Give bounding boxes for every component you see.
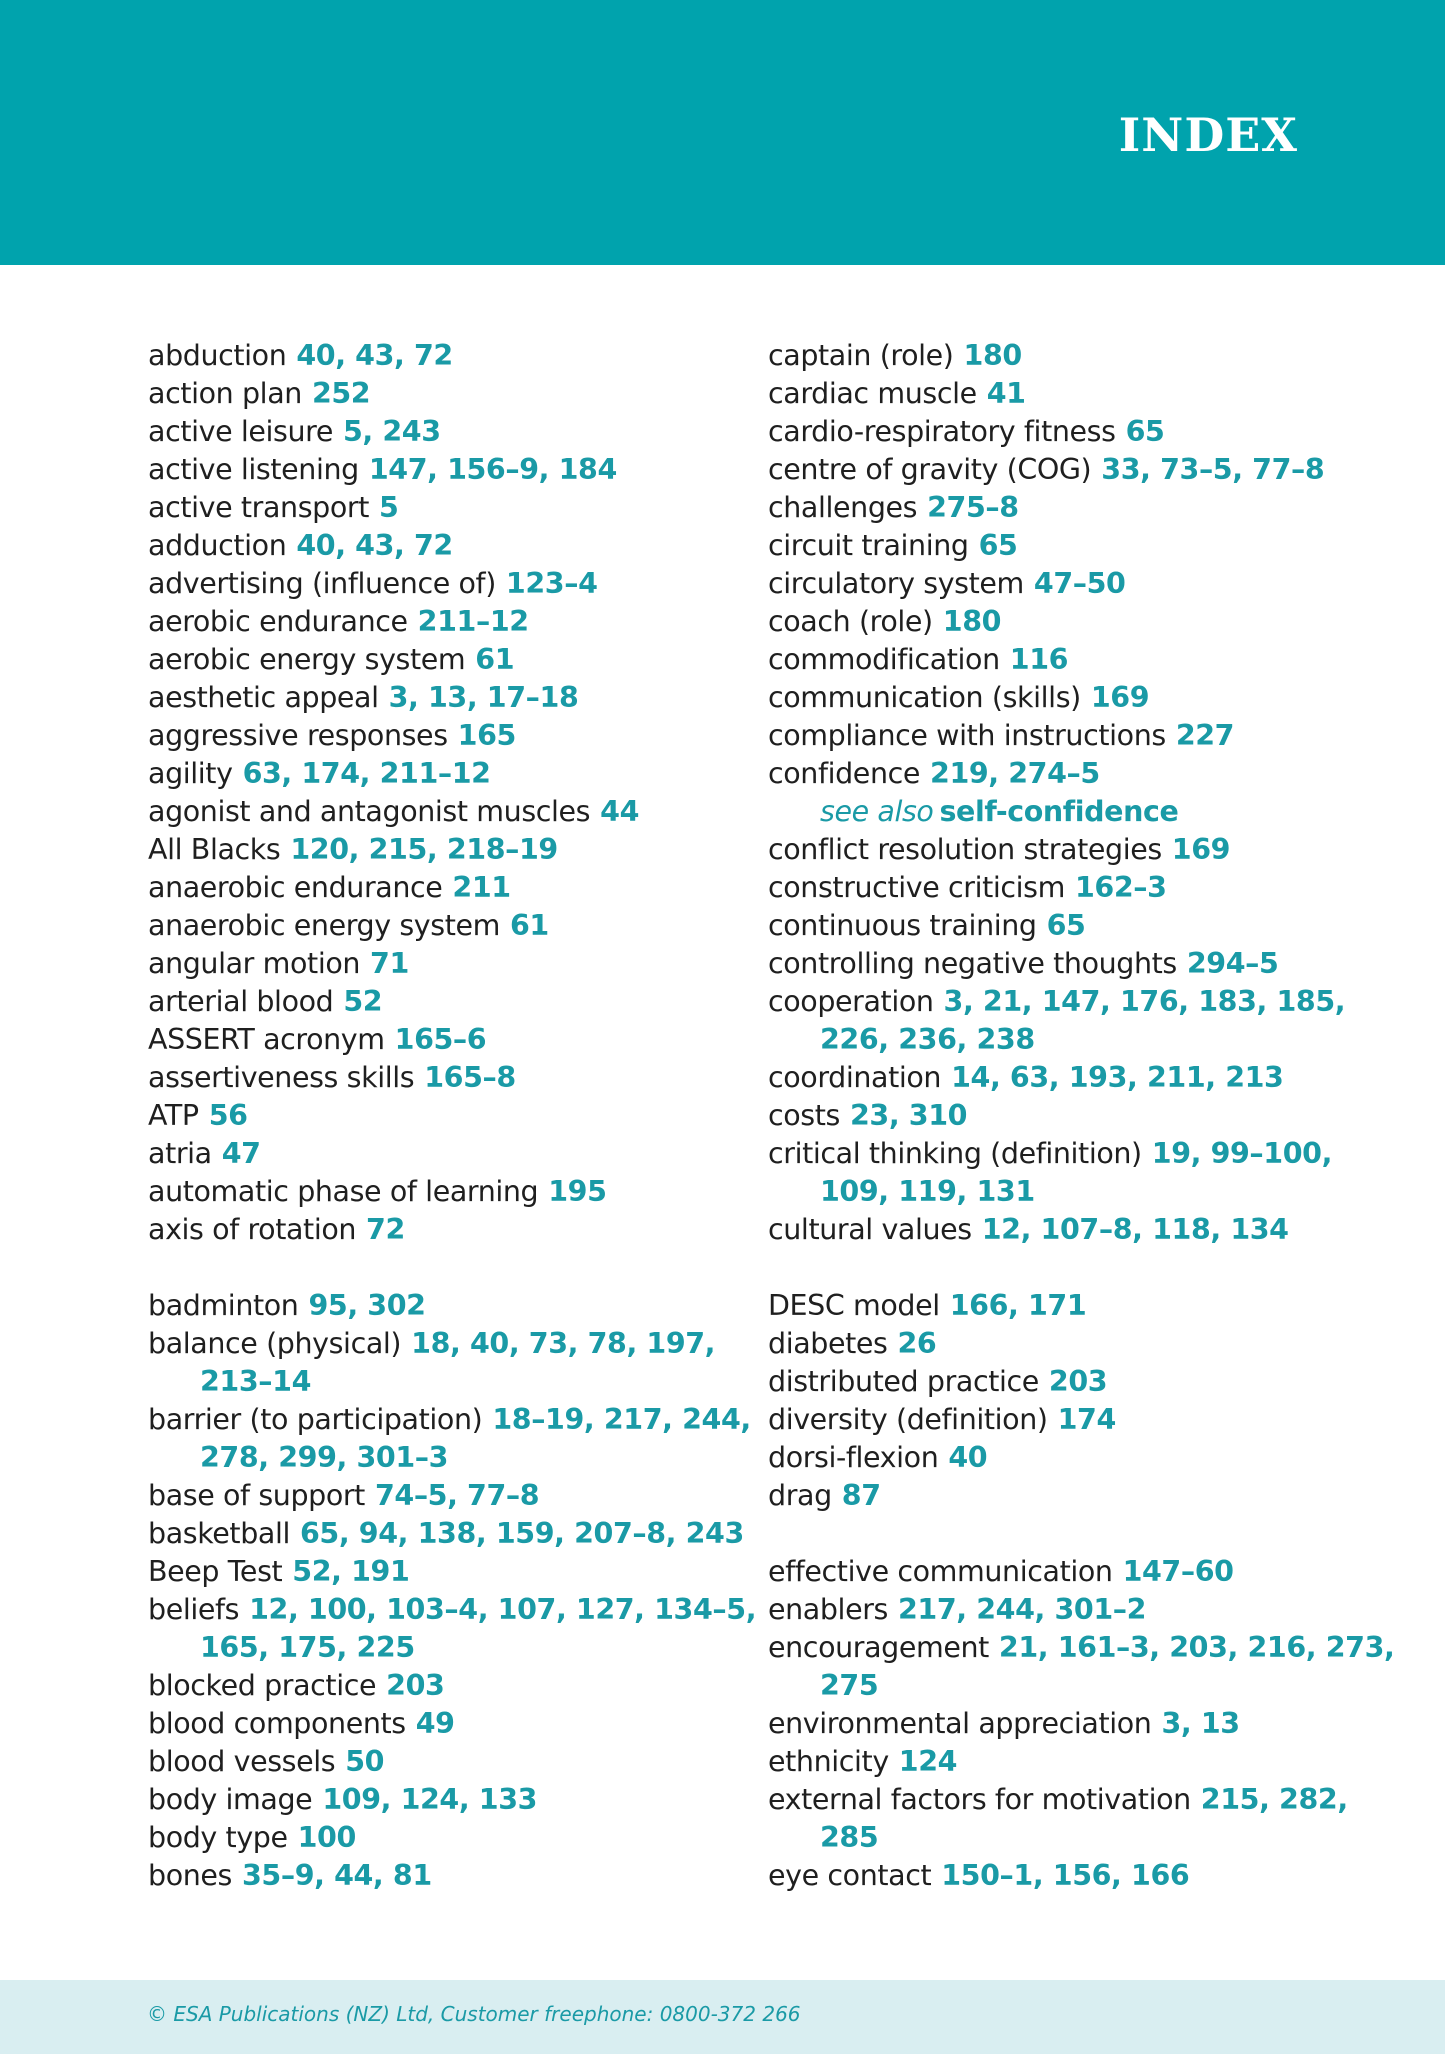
index-entry — [148, 831, 748, 869]
index-entry — [148, 1515, 748, 1553]
index-term: environmental appreciation — [768, 1707, 1152, 1740]
page-numbers: 65 — [1046, 909, 1086, 942]
index-entry — [148, 1325, 748, 1401]
index-term: enablers — [768, 1593, 888, 1626]
index-term: compliance with instructions — [768, 719, 1166, 752]
page-numbers: 95, 302 — [308, 1289, 426, 1322]
page-numbers: 147–60 — [1122, 1555, 1234, 1588]
page-numbers: 61 — [475, 643, 515, 676]
see-also-target: self-confidence — [939, 795, 1179, 828]
letter-group-gap — [768, 1515, 1408, 1553]
index-term: blocked practice — [148, 1669, 377, 1702]
page-header — [0, 0, 1445, 265]
page-numbers: 5, 243 — [343, 415, 441, 448]
index-entry — [768, 679, 1408, 717]
index-entry — [768, 1705, 1408, 1743]
index-entry — [768, 1363, 1408, 1401]
index-entry — [148, 641, 748, 679]
page-numbers: 52, 191 — [292, 1555, 410, 1588]
index-term: circuit training — [768, 529, 969, 562]
index-entry — [148, 1857, 748, 1895]
page-numbers: 275–8 — [927, 491, 1019, 524]
index-entry — [148, 1021, 748, 1059]
index-entry — [768, 1097, 1408, 1135]
page-numbers: 14, 63, 193, 211, 213 — [951, 1061, 1284, 1094]
page-numbers: 219, 274–5 — [930, 757, 1100, 790]
letter-group-gap — [768, 1249, 1408, 1287]
index-term: cultural values — [768, 1213, 972, 1246]
index-term: ASSERT acronym — [148, 1023, 385, 1056]
page-title: INDEX — [1118, 108, 1298, 162]
index-term: conflict resolution strategies — [768, 833, 1162, 866]
index-entry — [768, 1325, 1408, 1363]
index-entry — [768, 831, 1408, 869]
page-numbers: 63, 174, 211–12 — [242, 757, 491, 790]
index-term: aerobic energy system — [148, 643, 466, 676]
index-entry — [148, 1477, 748, 1515]
page-numbers: 40, 43, 72 — [296, 339, 453, 372]
page-numbers: 65, 94, 138, 159, 207–8, 243 — [300, 1517, 744, 1550]
index-term: dorsi-flexion — [768, 1441, 939, 1474]
index-term: aggressive responses — [148, 719, 448, 752]
index-term: barrier (to participation) — [148, 1403, 483, 1436]
index-term: critical thinking (definition) — [768, 1137, 1142, 1170]
index-entry — [148, 451, 748, 489]
page-numbers: 33, 73–5, 77–8 — [1101, 453, 1325, 486]
page-numbers: 50 — [345, 1745, 385, 1778]
index-entry — [148, 907, 748, 945]
index-term: continuous training — [768, 909, 1037, 942]
page-numbers-continued: 109, 119, 131 — [820, 1175, 1035, 1208]
index-entry — [148, 489, 748, 527]
index-term: commodification — [768, 643, 1000, 676]
index-column-left — [148, 337, 757, 1895]
index-term: assertiveness skills — [148, 1061, 415, 1094]
page-numbers: 49 — [415, 1707, 455, 1740]
index-entry — [148, 1591, 757, 1667]
index-entry — [148, 1667, 748, 1705]
page-numbers: 162–3 — [1075, 871, 1167, 904]
page-numbers: 147, 156–9, 184 — [368, 453, 617, 486]
page-numbers: 100 — [297, 1821, 356, 1854]
index-term: external factors for motivation — [768, 1783, 1191, 1816]
page-numbers: 217, 244, 301–2 — [897, 1593, 1147, 1626]
index-term: Beep Test — [148, 1555, 283, 1588]
index-entry — [768, 1743, 1408, 1781]
index-entry — [768, 1553, 1408, 1591]
page-numbers: 18–19, 217, 244, — [492, 1403, 751, 1436]
page-numbers: 180 — [942, 605, 1002, 638]
page-numbers: 294–5 — [1186, 947, 1279, 980]
index-entry — [768, 907, 1408, 945]
page-numbers: 74–5, 77–8 — [374, 1479, 540, 1512]
page-numbers: 150–1, 156, 166 — [941, 1859, 1190, 1892]
page-numbers: 252 — [311, 377, 371, 410]
index-entry — [148, 1059, 748, 1097]
index-entry — [768, 755, 1408, 793]
page-numbers: 116 — [1009, 643, 1069, 676]
index-entry — [148, 413, 748, 451]
page-numbers-continued: 278, 299, 301–3 — [200, 1441, 449, 1474]
index-term: beliefs — [148, 1593, 240, 1626]
index-entry — [768, 1287, 1408, 1325]
page-numbers: 65 — [1125, 415, 1165, 448]
index-term: automatic phase of learning — [148, 1175, 539, 1208]
index-term: blood vessels — [148, 1745, 336, 1778]
index-term: basketball — [148, 1517, 290, 1550]
page-numbers: 124 — [898, 1745, 958, 1778]
index-term: bones — [148, 1859, 232, 1892]
index-entry — [768, 983, 1408, 1059]
page-numbers: 215, 282, — [1200, 1783, 1348, 1816]
index-entry — [148, 1781, 748, 1819]
index-term: badminton — [148, 1289, 299, 1322]
index-term: distributed practice — [768, 1365, 1039, 1398]
index-term: captain (role) — [768, 339, 954, 372]
index-term: aerobic endurance — [148, 605, 408, 638]
index-term: cooperation — [768, 985, 934, 1018]
index-term: agility — [148, 757, 233, 790]
index-entry — [148, 1211, 748, 1249]
index-term: body image — [148, 1783, 313, 1816]
index-term: ATP — [148, 1099, 199, 1132]
page-numbers: 165–8 — [424, 1061, 516, 1094]
page-numbers: 47 — [221, 1137, 261, 1170]
index-term: action plan — [148, 377, 302, 410]
index-term: active leisure — [148, 415, 333, 448]
page-numbers: 47–50 — [1033, 567, 1126, 600]
index-entry — [148, 1173, 748, 1211]
page-numbers: 23, 310 — [849, 1099, 968, 1132]
index-entry — [768, 565, 1408, 603]
page-numbers: 180 — [963, 339, 1022, 372]
index-entry — [768, 1211, 1408, 1249]
index-entry — [148, 1743, 748, 1781]
index-entry — [768, 489, 1408, 527]
index-term: DESC model — [768, 1289, 940, 1322]
page-numbers: 44 — [600, 795, 640, 828]
index-term: arterial blood — [148, 985, 334, 1018]
page-numbers: 56 — [208, 1099, 248, 1132]
page-numbers: 123–4 — [505, 567, 598, 600]
page-numbers: 35–9, 44, 81 — [241, 1859, 432, 1892]
page-numbers: 12, 107–8, 118, 134 — [981, 1213, 1289, 1246]
index-entry — [768, 337, 1408, 375]
page-numbers: 61 — [510, 909, 549, 942]
index-entry — [148, 1705, 748, 1743]
index-entry — [768, 641, 1408, 679]
index-term: All Blacks — [148, 833, 281, 866]
index-term: confidence — [768, 757, 921, 790]
page-numbers: 3, 21, 147, 176, 183, 185, — [943, 985, 1346, 1018]
index-entry — [768, 1591, 1408, 1629]
page-numbers: 21, 161–3, 203, 216, 273, — [998, 1631, 1395, 1664]
index-term: balance (physical) — [148, 1327, 402, 1360]
index-entry — [768, 1781, 1408, 1857]
page-numbers-continued: 213–14 — [200, 1365, 312, 1398]
see-also-reference — [768, 793, 1408, 831]
index-entry — [768, 945, 1408, 983]
index-entry — [768, 1439, 1408, 1477]
page-footer — [0, 1980, 1445, 2054]
index-entry — [768, 1477, 1408, 1515]
page-numbers: 203 — [1048, 1365, 1108, 1398]
index-entry — [148, 679, 748, 717]
index-term: coordination — [768, 1061, 942, 1094]
page-numbers: 72 — [366, 1213, 405, 1246]
index-term: active transport — [148, 491, 369, 524]
index-term: centre of gravity (COG) — [768, 453, 1092, 486]
index-entry — [768, 1629, 1408, 1705]
page-numbers: 227 — [1175, 719, 1235, 752]
index-term: blood components — [148, 1707, 406, 1740]
index-term: controlling negative thoughts — [768, 947, 1177, 980]
index-entry — [148, 1401, 751, 1477]
page-numbers-continued: 275 — [820, 1669, 879, 1702]
index-term: anaerobic energy system — [148, 909, 500, 942]
index-term: cardiac muscle — [768, 377, 977, 410]
page-numbers: 40 — [948, 1441, 988, 1474]
page-numbers: 19, 99–100, — [1151, 1137, 1333, 1170]
index-entry — [148, 717, 748, 755]
index-entry — [768, 869, 1408, 907]
index-term: base of support — [148, 1479, 365, 1512]
page-numbers: 211 — [452, 871, 511, 904]
index-entry — [768, 527, 1408, 565]
index-entry — [148, 793, 748, 831]
index-term: cardio-respiratory fitness — [768, 415, 1116, 448]
page-numbers: 203 — [386, 1669, 445, 1702]
index-entry — [768, 1059, 1408, 1097]
see-also-label: see also — [820, 795, 934, 828]
index-entry — [768, 1401, 1408, 1439]
index-term: advertising (influence of) — [148, 567, 496, 600]
index-entry — [148, 565, 748, 603]
index-entry — [768, 1857, 1408, 1895]
index-entry — [148, 1553, 748, 1591]
index-term: effective communication — [768, 1555, 1113, 1588]
index-entry — [768, 451, 1408, 489]
index-entry — [148, 337, 748, 375]
index-term: ethnicity — [768, 1745, 889, 1778]
page-numbers: 174 — [1057, 1403, 1116, 1436]
page-numbers: 169 — [1090, 681, 1150, 714]
index-term: coach (role) — [768, 605, 933, 638]
page-numbers: 109, 124, 133 — [322, 1783, 538, 1816]
page-numbers: 40, 43, 72 — [296, 529, 453, 562]
page-numbers-continued: 226, 236, 238 — [820, 1023, 1035, 1056]
index-entry — [148, 983, 748, 1021]
index-term: circulatory system — [768, 567, 1024, 600]
index-term: challenges — [768, 491, 918, 524]
page-numbers: 3, 13, 17–18 — [388, 681, 579, 714]
page-numbers: 26 — [897, 1327, 937, 1360]
page-numbers: 195 — [548, 1175, 607, 1208]
index-entry — [768, 375, 1408, 413]
index-term: adduction — [148, 529, 287, 562]
page-numbers-continued: 165, 175, 225 — [200, 1631, 415, 1664]
index-term: constructive criticism — [768, 871, 1065, 904]
index-term: agonist and antagonist muscles — [148, 795, 591, 828]
index-entry — [148, 527, 748, 565]
index-term: communication (skills) — [768, 681, 1081, 714]
page-numbers: 169 — [1171, 833, 1231, 866]
page-numbers: 41 — [986, 377, 1026, 410]
page-numbers: 165 — [457, 719, 516, 752]
index-entry — [148, 1135, 748, 1173]
page-numbers: 3, 13 — [1161, 1707, 1240, 1740]
index-term: aesthetic appeal — [148, 681, 379, 714]
index-entry — [148, 1819, 748, 1857]
page-numbers: 166, 171 — [949, 1289, 1087, 1322]
page-numbers: 12, 100, 103–4, 107, 127, 134–5, — [249, 1593, 757, 1626]
index-term: costs — [768, 1099, 840, 1132]
index-term: body type — [148, 1821, 288, 1854]
index-entry — [768, 603, 1408, 641]
index-term: encouragement — [768, 1631, 989, 1664]
page-numbers: 211–12 — [417, 605, 529, 638]
page-numbers-continued: 285 — [820, 1821, 879, 1854]
page-numbers: 87 — [841, 1479, 881, 1512]
index-column-right — [768, 337, 1408, 1895]
index-entry — [768, 717, 1408, 755]
index-entry — [148, 869, 748, 907]
index-entry — [148, 603, 748, 641]
index-term: active listening — [148, 453, 359, 486]
index-entry — [768, 413, 1408, 451]
page-numbers: 165–6 — [394, 1023, 487, 1056]
letter-group-gap — [148, 1249, 748, 1287]
page-numbers: 71 — [370, 947, 409, 980]
index-entry — [148, 1097, 748, 1135]
page-numbers: 120, 215, 218–19 — [290, 833, 558, 866]
index-entry — [768, 1135, 1408, 1211]
page-numbers: 5 — [378, 491, 399, 524]
index-term: diabetes — [768, 1327, 888, 1360]
index-entry — [148, 945, 748, 983]
index-entry — [148, 755, 748, 793]
index-term: anaerobic endurance — [148, 871, 443, 904]
index-term: diversity (definition) — [768, 1403, 1048, 1436]
copyright-notice: © ESA Publications (NZ) Ltd, Customer freephone: 0800-372 266 — [147, 2002, 801, 2026]
index-term: atria — [148, 1137, 212, 1170]
page-numbers: 18, 40, 73, 78, 197, — [411, 1327, 716, 1360]
index-term: drag — [768, 1479, 832, 1512]
page-numbers: 52 — [343, 985, 383, 1018]
index-entry — [148, 1287, 748, 1325]
index-term: abduction — [148, 339, 287, 372]
index-term: eye contact — [768, 1859, 932, 1892]
index-entry — [148, 375, 748, 413]
index-term: angular motion — [148, 947, 361, 980]
index-term: axis of rotation — [148, 1213, 357, 1246]
page-numbers: 65 — [978, 529, 1018, 562]
